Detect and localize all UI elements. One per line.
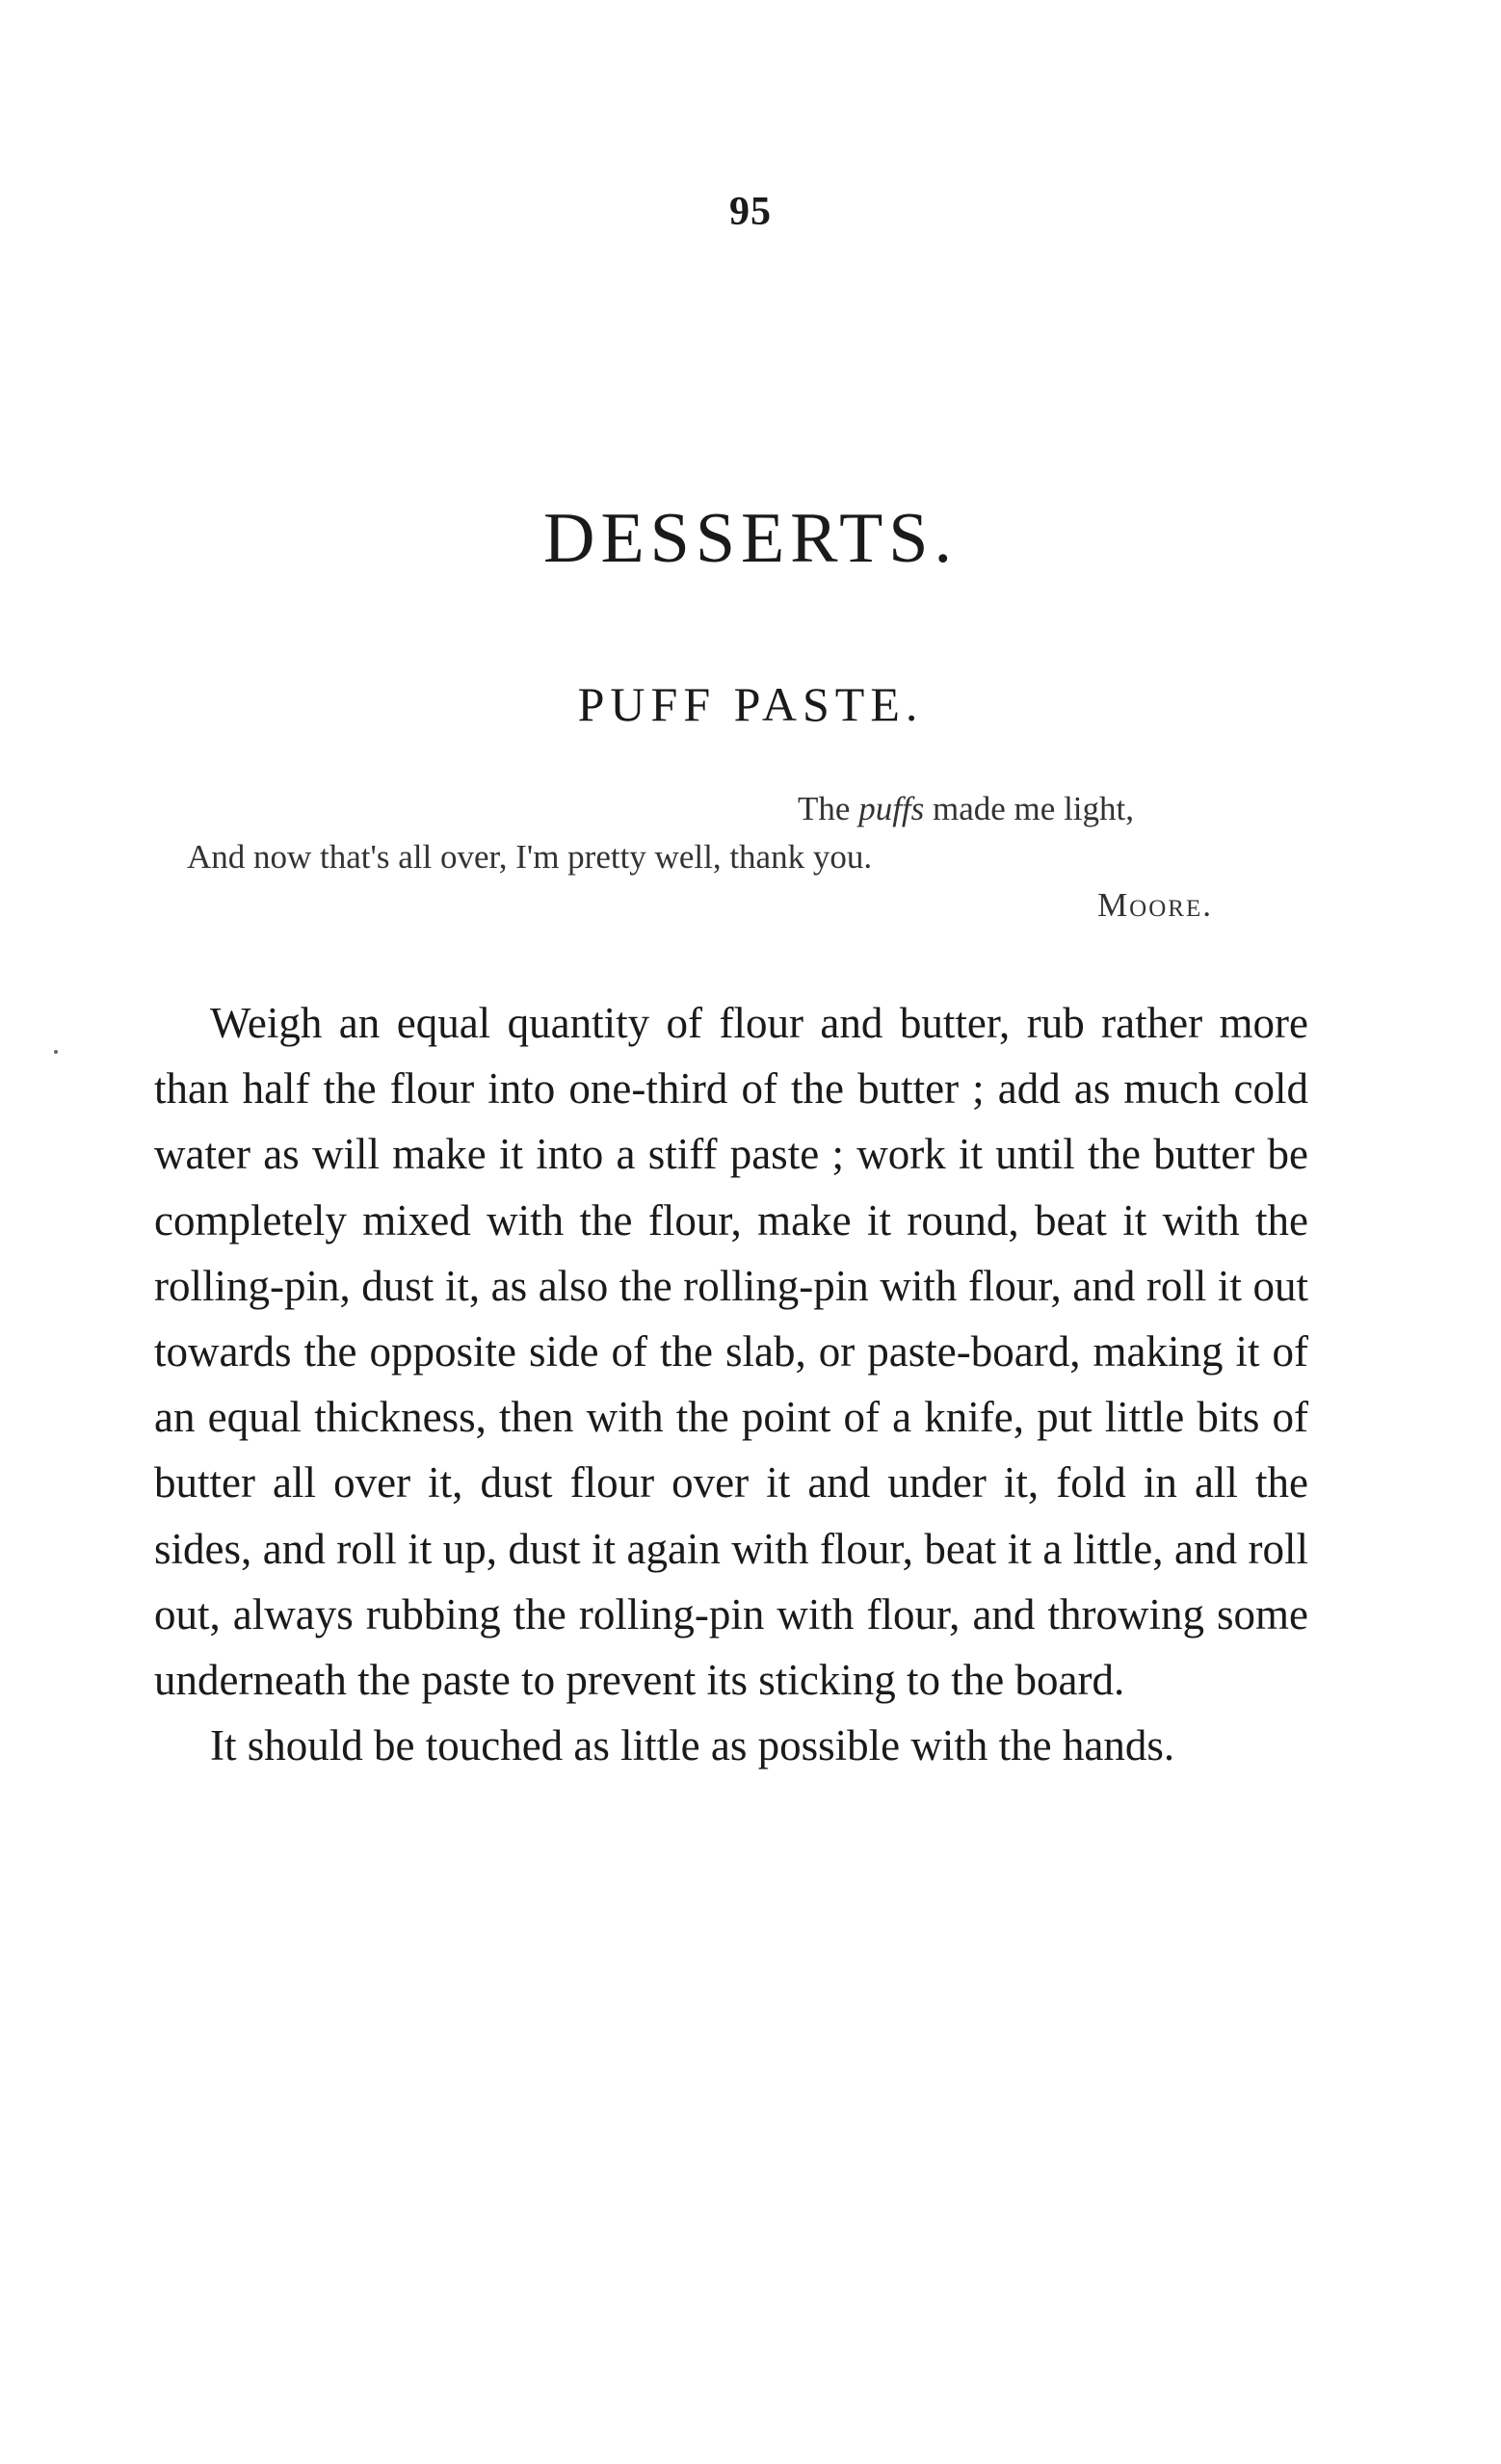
page-number: 95 — [729, 190, 772, 234]
section-title: DESSERTS. — [543, 499, 958, 578]
recipe-paragraph: Weigh an equal quantity of flour and butter, rub rather more than half the flour into one-third of the butter ; add as much cold water as will make it into a stiff paste ; work it until the butter be completely mixed with the flour, make it round, beat it with the rolling-pin, dust it, as also the rolling-pin with flour, and roll it out towards the opposite side of the slab, or paste-board, making it of an equal thickness, then with the point of a knife, put little bits of butter all over it, dust flour over it and under it, fold in all the sides, and roll it up, dust it again with flour, beat it a little, and roll out, always rubbing the rolling-pin with flour, and throwing some underneath the paste to prevent its sticking to the board. — [154, 999, 1308, 1705]
recipe-title: PUFF PASTE. — [577, 677, 924, 731]
epigraph-line-1-end: made me light, — [924, 790, 1134, 827]
epigraph-emphasis: puffs — [858, 790, 925, 827]
ink-speck — [54, 1050, 58, 1054]
recipe-body — [154, 990, 1308, 1778]
epigraph-line-1 — [173, 785, 1214, 833]
epigraph-line-2: And now that's all over, I'm pretty well, thank you. — [187, 838, 873, 876]
epigraph-line-1-start: The — [798, 790, 859, 827]
recipe-paragraph: It should be touched as little as possible with the hands. — [210, 1721, 1175, 1770]
epigraph — [173, 785, 1214, 930]
epigraph-attribution: Moore. — [1097, 886, 1213, 924]
